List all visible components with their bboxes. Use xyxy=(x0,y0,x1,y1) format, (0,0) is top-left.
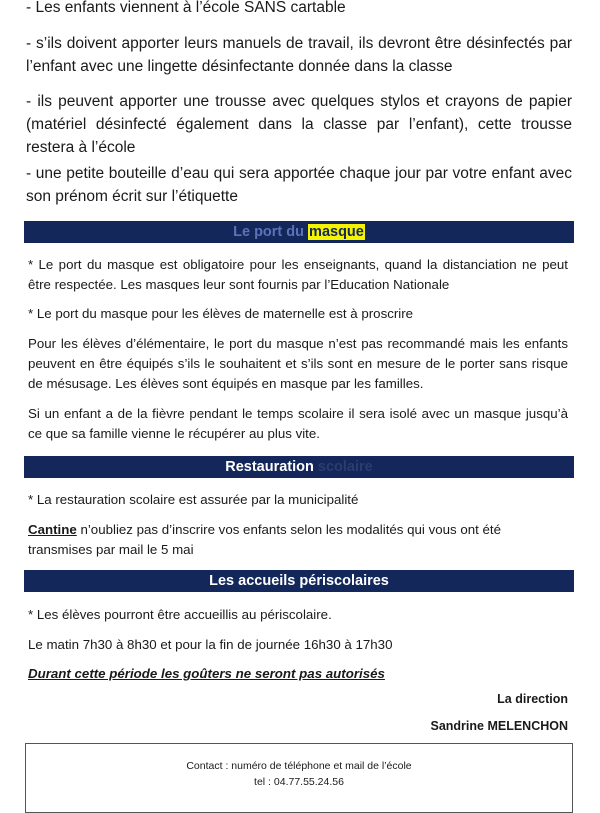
intro-item-trousse: - ils peuvent apporter une trousse avec quelques stylos et crayons de papier (matériel désinfecté également dans la classe par l’enfant), cette trousse restera à l’école xyxy=(26,93,572,156)
signature-direction: La direction xyxy=(497,692,568,706)
periscolaire-paragraph-horaires: Le matin 7h30 à 8h30 et pour la fin de journée 16h30 à 17h30 xyxy=(28,637,393,652)
contact-box xyxy=(25,743,573,813)
section-banner-masque xyxy=(24,221,574,243)
banner-title-highlight: masque xyxy=(309,224,364,240)
masque-paragraph-fievre: Si un enfant a de la fièvre pendant le temps scolaire il sera isolé avec un masque jusqu’à ce que sa famille vienne le récupérer au plus vite. xyxy=(28,406,568,441)
periscolaire-paragraph-accueil: * Les élèves pourront être accueillis au périscolaire. xyxy=(28,607,332,622)
intro-item-manuels: - s’ils doivent apporter leurs manuels de travail, ils devront être désinfectés par l’enfant avec une lingette désinfectante donnée dans la classe xyxy=(26,35,572,75)
section-banner-restauration xyxy=(24,456,574,478)
banner-title-part: Le port du xyxy=(233,224,309,240)
contact-heading: Contact : numéro de téléphone et mail de l’école xyxy=(186,760,412,772)
signature-name: Sandrine MELENCHON xyxy=(430,719,568,733)
masque-paragraph-enseignants: * Le port du masque est obligatoire pour les enseignants, quand la distanciation ne peut être respectée. Les masques leur sont fournis par l’Education Nationale xyxy=(28,257,568,292)
cantine-text: n’oubliez pas d’inscrire vos enfants selon les modalités qui vous ont été transmises par mail le 5 mai xyxy=(28,522,502,557)
banner-title-dim: scolaire xyxy=(313,459,373,475)
masque-paragraph-maternelle: * Le port du masque pour les élèves de maternelle est à proscrire xyxy=(28,306,414,321)
contact-phone: tel : 04.77.55.24.56 xyxy=(254,776,344,788)
gouters-notice: Durant cette période les goûters ne seront pas autorisés xyxy=(28,666,385,681)
cantine-label: Cantine xyxy=(28,522,77,537)
masque-paragraph-elementaire: Pour les élèves d’élémentaire, le port du masque n’est pas recommandé mais les enfants peuvent en être équipés s’ils le souhaitent et s’ils sont en mesure de le porter sans risque de mésusage. Les élèves sont équipés en masque par les familles. xyxy=(28,336,568,391)
intro-item-cartable: - Les enfants viennent à l’école SANS cartable xyxy=(26,0,346,16)
banner-title-part: Restauration xyxy=(225,459,314,475)
intro-item-bouteille: - une petite bouteille d’eau qui sera apportée chaque jour par votre enfant avec son prénom écrit sur l’étiquette xyxy=(26,165,572,205)
cantine-paragraph xyxy=(28,520,568,560)
section-banner-periscolaire: Les accueils périscolaires xyxy=(24,570,574,592)
restauration-paragraph: * La restauration scolaire est assurée par la municipalité xyxy=(28,492,359,507)
